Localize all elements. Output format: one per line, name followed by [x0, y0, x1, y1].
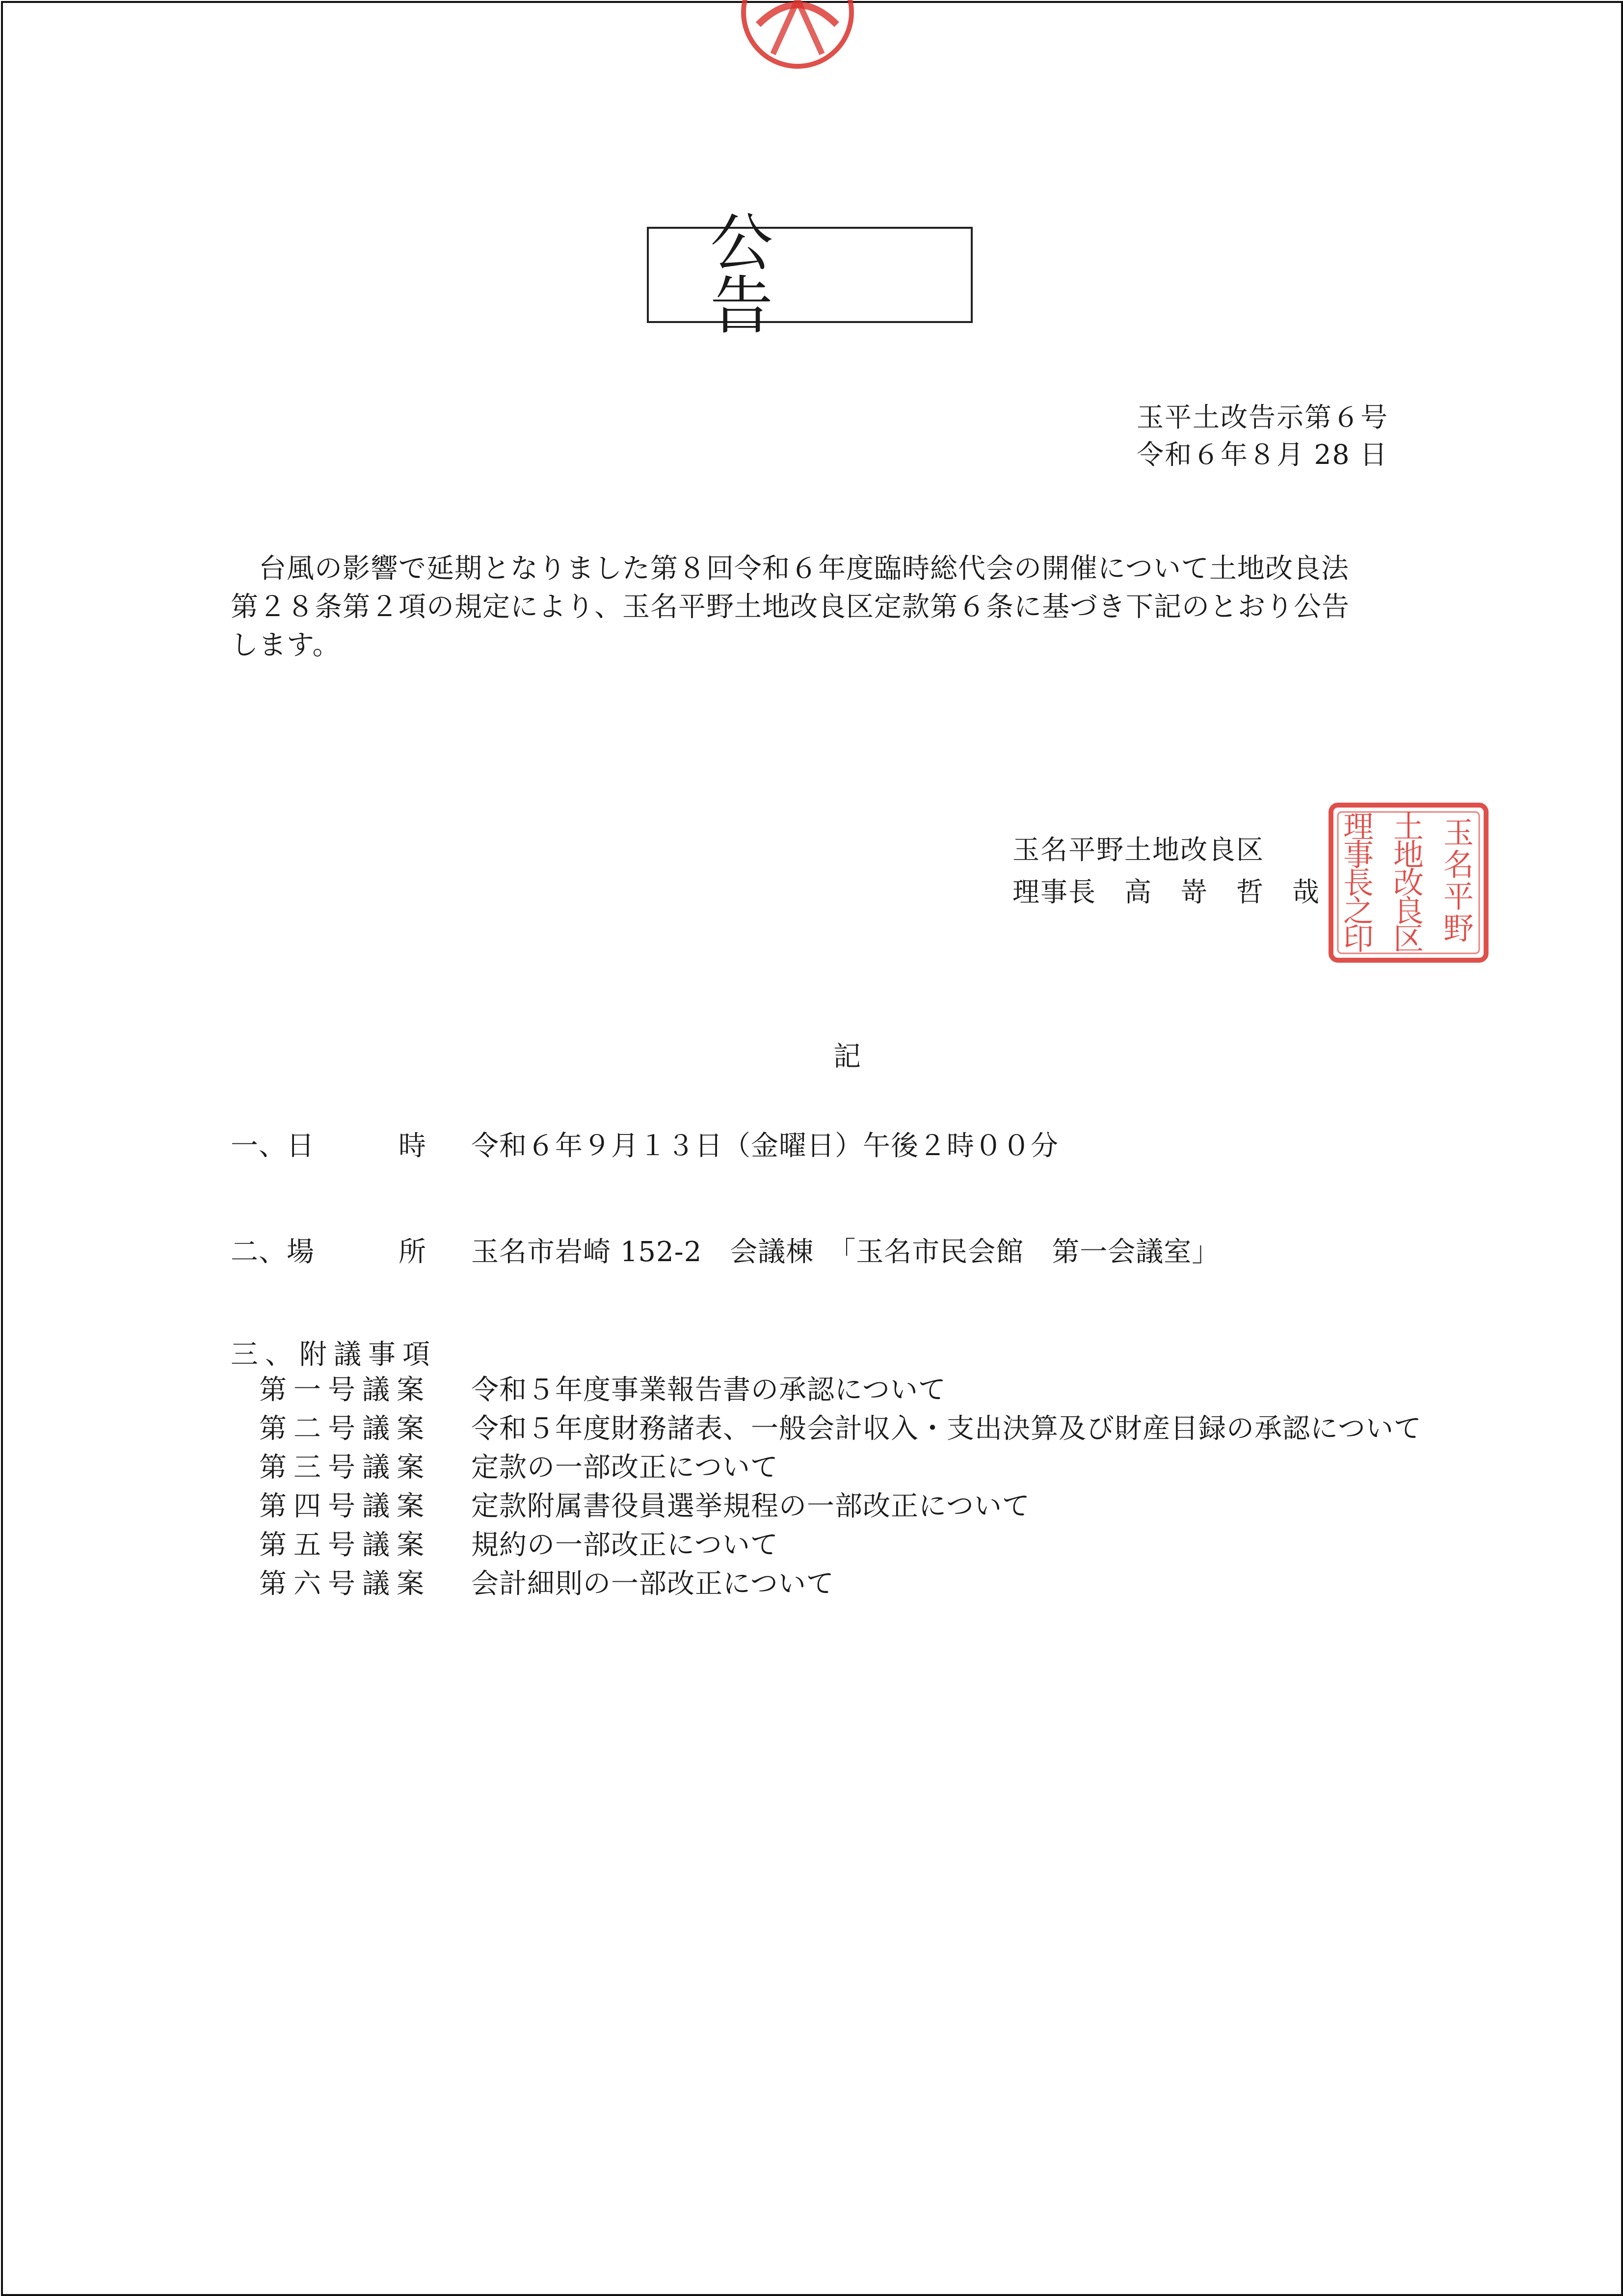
item-label: 二、場 所 [231, 1236, 426, 1268]
agenda-title: 規約の一部改正について [471, 1529, 778, 1561]
svg-text:土: 土 [1393, 809, 1424, 845]
svg-text:区: 区 [1393, 921, 1424, 957]
item-place [231, 1230, 1220, 1270]
agenda-item [259, 1565, 1422, 1603]
agenda-item [259, 1526, 1422, 1565]
svg-text:野: 野 [1443, 911, 1474, 946]
sender-name: 理事長 高 嵜 哲 哉 [1012, 876, 1321, 908]
agenda-title: 令和５年度財務諸表、一般会計収入・支出決算及び財産目録の承認について [471, 1413, 1422, 1445]
svg-text:印: 印 [1343, 921, 1374, 957]
title-box [647, 207, 983, 343]
agenda-title: 令和５年度事業報告書の承認について [471, 1374, 946, 1406]
svg-text:平: 平 [1443, 879, 1474, 915]
page-title: 公 告 [710, 207, 983, 343]
ki-heading: 記 [833, 1041, 861, 1073]
body-line: します。 [231, 629, 341, 661]
agenda-list [259, 1371, 1422, 1603]
item-datetime [231, 1124, 1059, 1163]
top-seal-stamp [739, 0, 856, 83]
notice-date: 令和６年８月 28 日 [1137, 439, 1388, 470]
item-value: 令和６年９月１３日（金曜日）午後２時００分 [471, 1130, 1059, 1162]
reference-block [1137, 399, 1388, 473]
agenda-item [259, 1448, 1422, 1487]
svg-text:玉: 玉 [1443, 815, 1474, 851]
agenda-number: 第二号議案 [259, 1413, 431, 1445]
svg-text:改: 改 [1393, 865, 1424, 901]
agenda-number: 第四号議案 [259, 1490, 431, 1522]
svg-text:長: 長 [1343, 865, 1374, 901]
sender-block [1012, 829, 1320, 913]
item-label: 一、日 時 [231, 1130, 426, 1162]
agenda-item [259, 1371, 1422, 1409]
official-seal-stamp [1325, 799, 1492, 966]
body-line: 台風の影響で延期となりました第８回令和６年度臨時総代会の開催について土地改良法 [231, 553, 1349, 585]
agenda-number: 第一号議案 [259, 1374, 431, 1406]
item-value: 玉名市岩崎 152-2 会議棟 「玉名市民会館 第一会議室」 [471, 1236, 1220, 1268]
body-line: 第２８条第２項の規定により、玉名平野土地改良区定款第６条に基づき下記のとおり公告 [231, 591, 1350, 623]
sender-organization: 玉名平野土地改良区 [1012, 834, 1265, 865]
svg-text:之: 之 [1343, 893, 1374, 929]
agenda-title: 定款の一部改正について [471, 1452, 778, 1484]
notice-number: 玉平土改告示第６号 [1137, 402, 1389, 433]
svg-text:事: 事 [1343, 837, 1374, 873]
notice-body [231, 550, 1458, 665]
agenda-number: 第三号議案 [259, 1452, 431, 1484]
agenda-title: 会計細則の一部改正について [471, 1568, 834, 1600]
agenda-number: 第五号議案 [259, 1529, 431, 1561]
agenda-item [259, 1409, 1422, 1448]
svg-text:良: 良 [1393, 893, 1424, 929]
agenda-title: 定款附属書役員選挙規程の一部改正について [471, 1490, 1030, 1522]
svg-text:理: 理 [1343, 809, 1374, 845]
agenda-number: 第六号議案 [259, 1568, 431, 1600]
svg-text:名: 名 [1443, 847, 1474, 883]
svg-text:地: 地 [1393, 837, 1424, 873]
agenda-item [259, 1487, 1422, 1526]
agenda-heading: 三、附議事項 [231, 1339, 437, 1371]
